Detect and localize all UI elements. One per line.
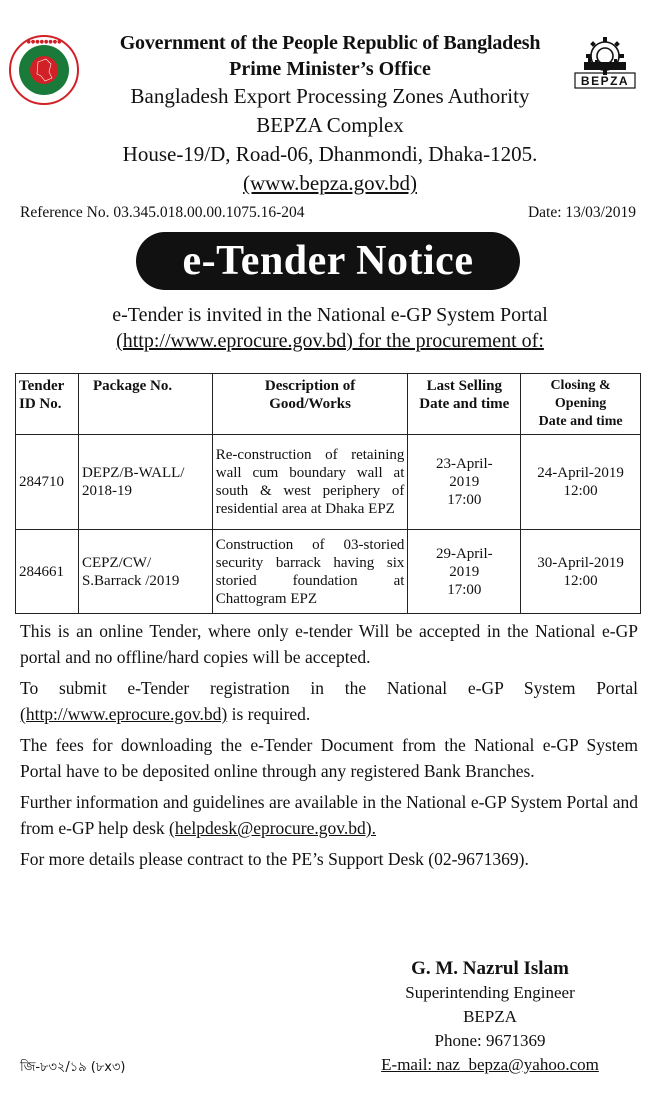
intro-text [0,302,660,354]
authority-line: Bangladesh Export Processing Zones Authority [130,84,530,108]
table-header-row [16,374,641,435]
paragraph-online-tender: This is an online Tender, where only e-tender Will be accepted in the National e-GP portal and no offline/hard copies will be accepted. [20,621,638,667]
reference-number: Reference No. 03.345.018.00.00.1075.16-204 [20,204,305,221]
signatory-designation: Superintending Engineer [405,983,575,1002]
paragraph-fees: The fees for downloading the e-Tender Document from the National e-GP System Portal have to be deposited online through any registered Bank Branches. [20,735,638,781]
government-line: Government of the People Republic of Bangladesh [119,32,541,54]
tender-table [15,373,641,614]
header-closing-opening: Closing & Opening Date and time [521,374,641,435]
svg-text:BEPZA: BEPZA [580,74,630,88]
signature-block [340,957,640,1077]
eprocure-link-2[interactable]: (http://www.eprocure.gov.bd) [20,704,228,724]
paragraph-support-desk: For more details please contract to the PE’s Support Desk (02-9671369). [20,849,529,869]
bepza-logo [572,32,638,90]
helpdesk-email-link[interactable]: (helpdesk@eprocure.gov.bd). [169,818,376,838]
last-selling-cell: 23-April- 2019 17:00 [408,435,521,530]
header-last-selling: Last Selling Date and time [408,374,521,435]
header-description: Description of Good/Works [212,374,408,435]
description-cell: Re-construction of retaining wall cum boundary wall at south & west periphery of residential area at Dhaka EPZ [212,435,408,530]
notice-date: Date: 13/03/2019 [527,204,636,221]
letterhead-text [0,30,660,198]
signatory-phone: Phone: 9671369 [434,1031,546,1050]
complex-line: BEPZA Complex [256,113,404,137]
notice-body [20,618,638,877]
letterhead [0,0,660,200]
footer-code: জি-৮৩২/১৯ (৮x৩) [20,1060,126,1075]
package-no-cell: CEPZ/CW/ S.Barrack /2019 [78,530,212,614]
header-package-no: Package No. [78,374,212,435]
package-no-cell: DEPZ/B-WALL/ 2018-19 [78,435,212,530]
signatory-org: BEPZA [463,1007,517,1026]
tender-id-cell: 284661 [16,530,79,614]
paragraph-helpdesk: Further information and guidelines are available in the National e-GP System Portal and from e-GP help desk (helpdesk@eprocure.gov.bd). [20,792,638,838]
signatory-name: G. M. Nazrul Islam [411,958,569,979]
office-line: Prime Minister’s Office [229,58,431,80]
address-line: House-19/D, Road-06, Dhanmondi, Dhaka-1205. [122,142,538,166]
eprocure-link[interactable]: (http://www.eprocure.gov.bd) for the procurement of: [116,330,544,352]
intro-line-1: e-Tender is invited in the National e-GP System Portal [112,304,548,326]
last-selling-cell: 29-April- 2019 17:00 [408,530,521,614]
tender-id-cell: 284710 [16,435,79,530]
closing-opening-cell: 24-April-2019 12:00 [521,435,641,530]
website-link[interactable]: (www.bepza.gov.bd) [243,171,417,195]
description-cell: Construction of 03-storied security barrack having six storied foundation at Chattogram EPZ [212,530,408,614]
reference-line [20,204,640,222]
table-row [16,435,641,530]
svg-text:●●●●●●●●: ●●●●●●●● [26,39,62,45]
table-row [16,530,641,614]
header-tender-id: Tender ID No. [16,374,79,435]
notice-title: e-Tender Notice [136,232,520,290]
paragraph-registration: To submit e-Tender registration in the National e-GP System Portal (http://www.eprocure.gov.bd) is required. [20,678,638,724]
closing-opening-cell: 30-April-2019 12:00 [521,530,641,614]
signatory-email-link[interactable]: E-mail: naz_bepza@yahoo.com [381,1055,599,1074]
